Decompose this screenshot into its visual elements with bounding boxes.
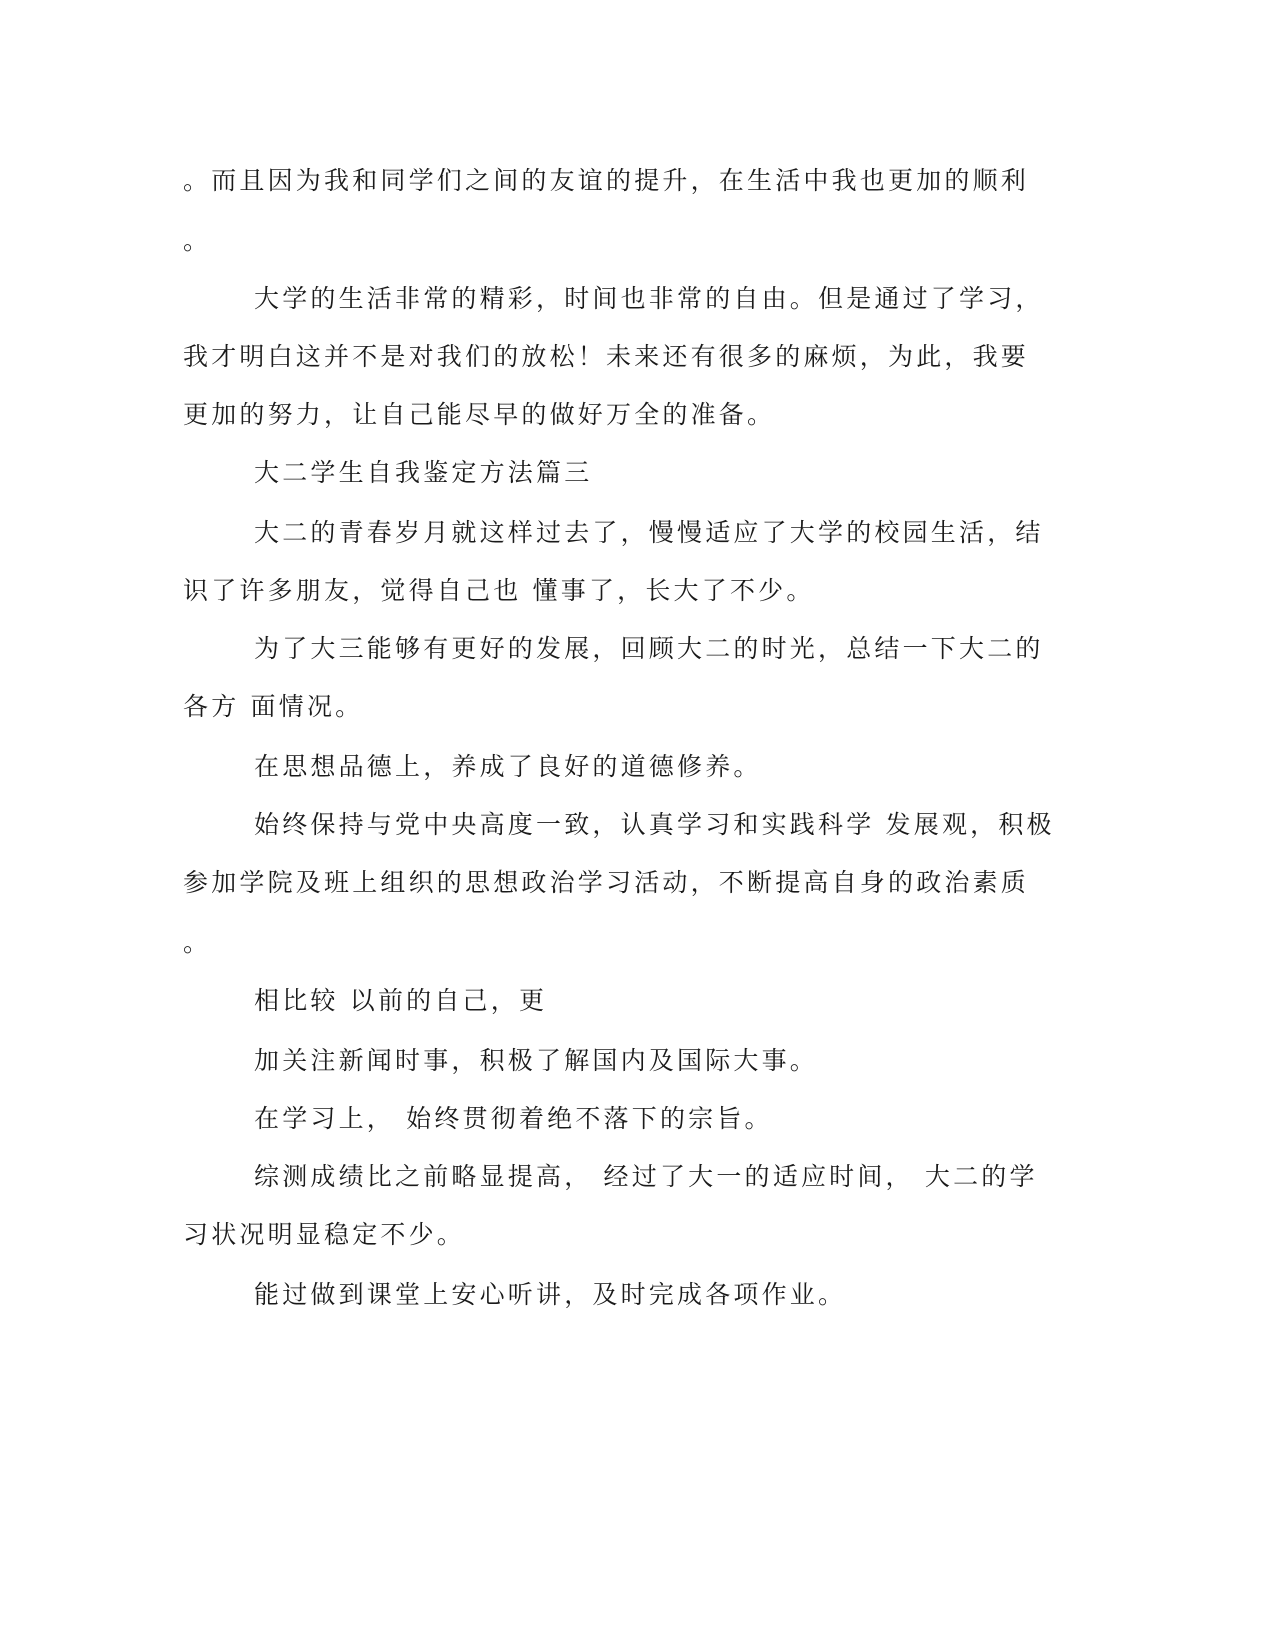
text-line: 参加学院及班上组织的思想政治学习活动，不断提高自身的政治素质 xyxy=(183,868,1030,897)
paragraph-start: 始终保持与党中央高度一致，认真学习和实践科学 发展观，积极 xyxy=(254,810,1055,839)
paragraph-start: 大二的青春岁月就这样过去了，慢慢适应了大学的校园生活，结 xyxy=(254,518,1044,547)
text-line: 我才明白这并不是对我们的放松！未来还有很多的麻烦，为此，我要 xyxy=(183,342,1030,371)
paragraph-start: 相比较 以前的自己，更 xyxy=(254,986,548,1015)
paragraph-start: 加关注新闻时事，积极了解国内及国际大事。 xyxy=(254,1046,819,1075)
paragraph-start: 大学的生活非常的精彩，时间也非常的自由。但是通过了学习， xyxy=(254,284,1044,313)
text-line: 。而且因为我和同学们之间的友谊的提升，在生活中我也更加的顺利 xyxy=(183,166,1030,195)
text-line: 识了许多朋友，觉得自己也 懂事了，长大了不少。 xyxy=(183,576,815,605)
text-line: 习状况明显稳定不少。 xyxy=(183,1220,466,1249)
paragraph-start: 在学习上， 始终贯彻着绝不落下的宗旨。 xyxy=(254,1104,773,1133)
text-line: 各方 面情况。 xyxy=(183,692,364,721)
paragraph-start: 为了大三能够有更好的发展，回顾大二的时光，总结一下大二的 xyxy=(254,634,1044,663)
text-line: 。 xyxy=(183,226,212,255)
text-line: 更加的努力，让自己能尽早的做好万全的准备。 xyxy=(183,400,776,429)
text-line: 。 xyxy=(183,928,212,957)
paragraph-start: 能过做到课堂上安心听讲，及时完成各项作业。 xyxy=(254,1280,847,1309)
paragraph-start: 在思想品德上，养成了良好的道德修养。 xyxy=(254,752,762,781)
section-heading: 大二学生自我鉴定方法篇三 xyxy=(254,458,593,487)
paragraph-start: 综测成绩比之前略显提高， 经过了大一的适应时间， 大二的学 xyxy=(254,1162,1038,1191)
